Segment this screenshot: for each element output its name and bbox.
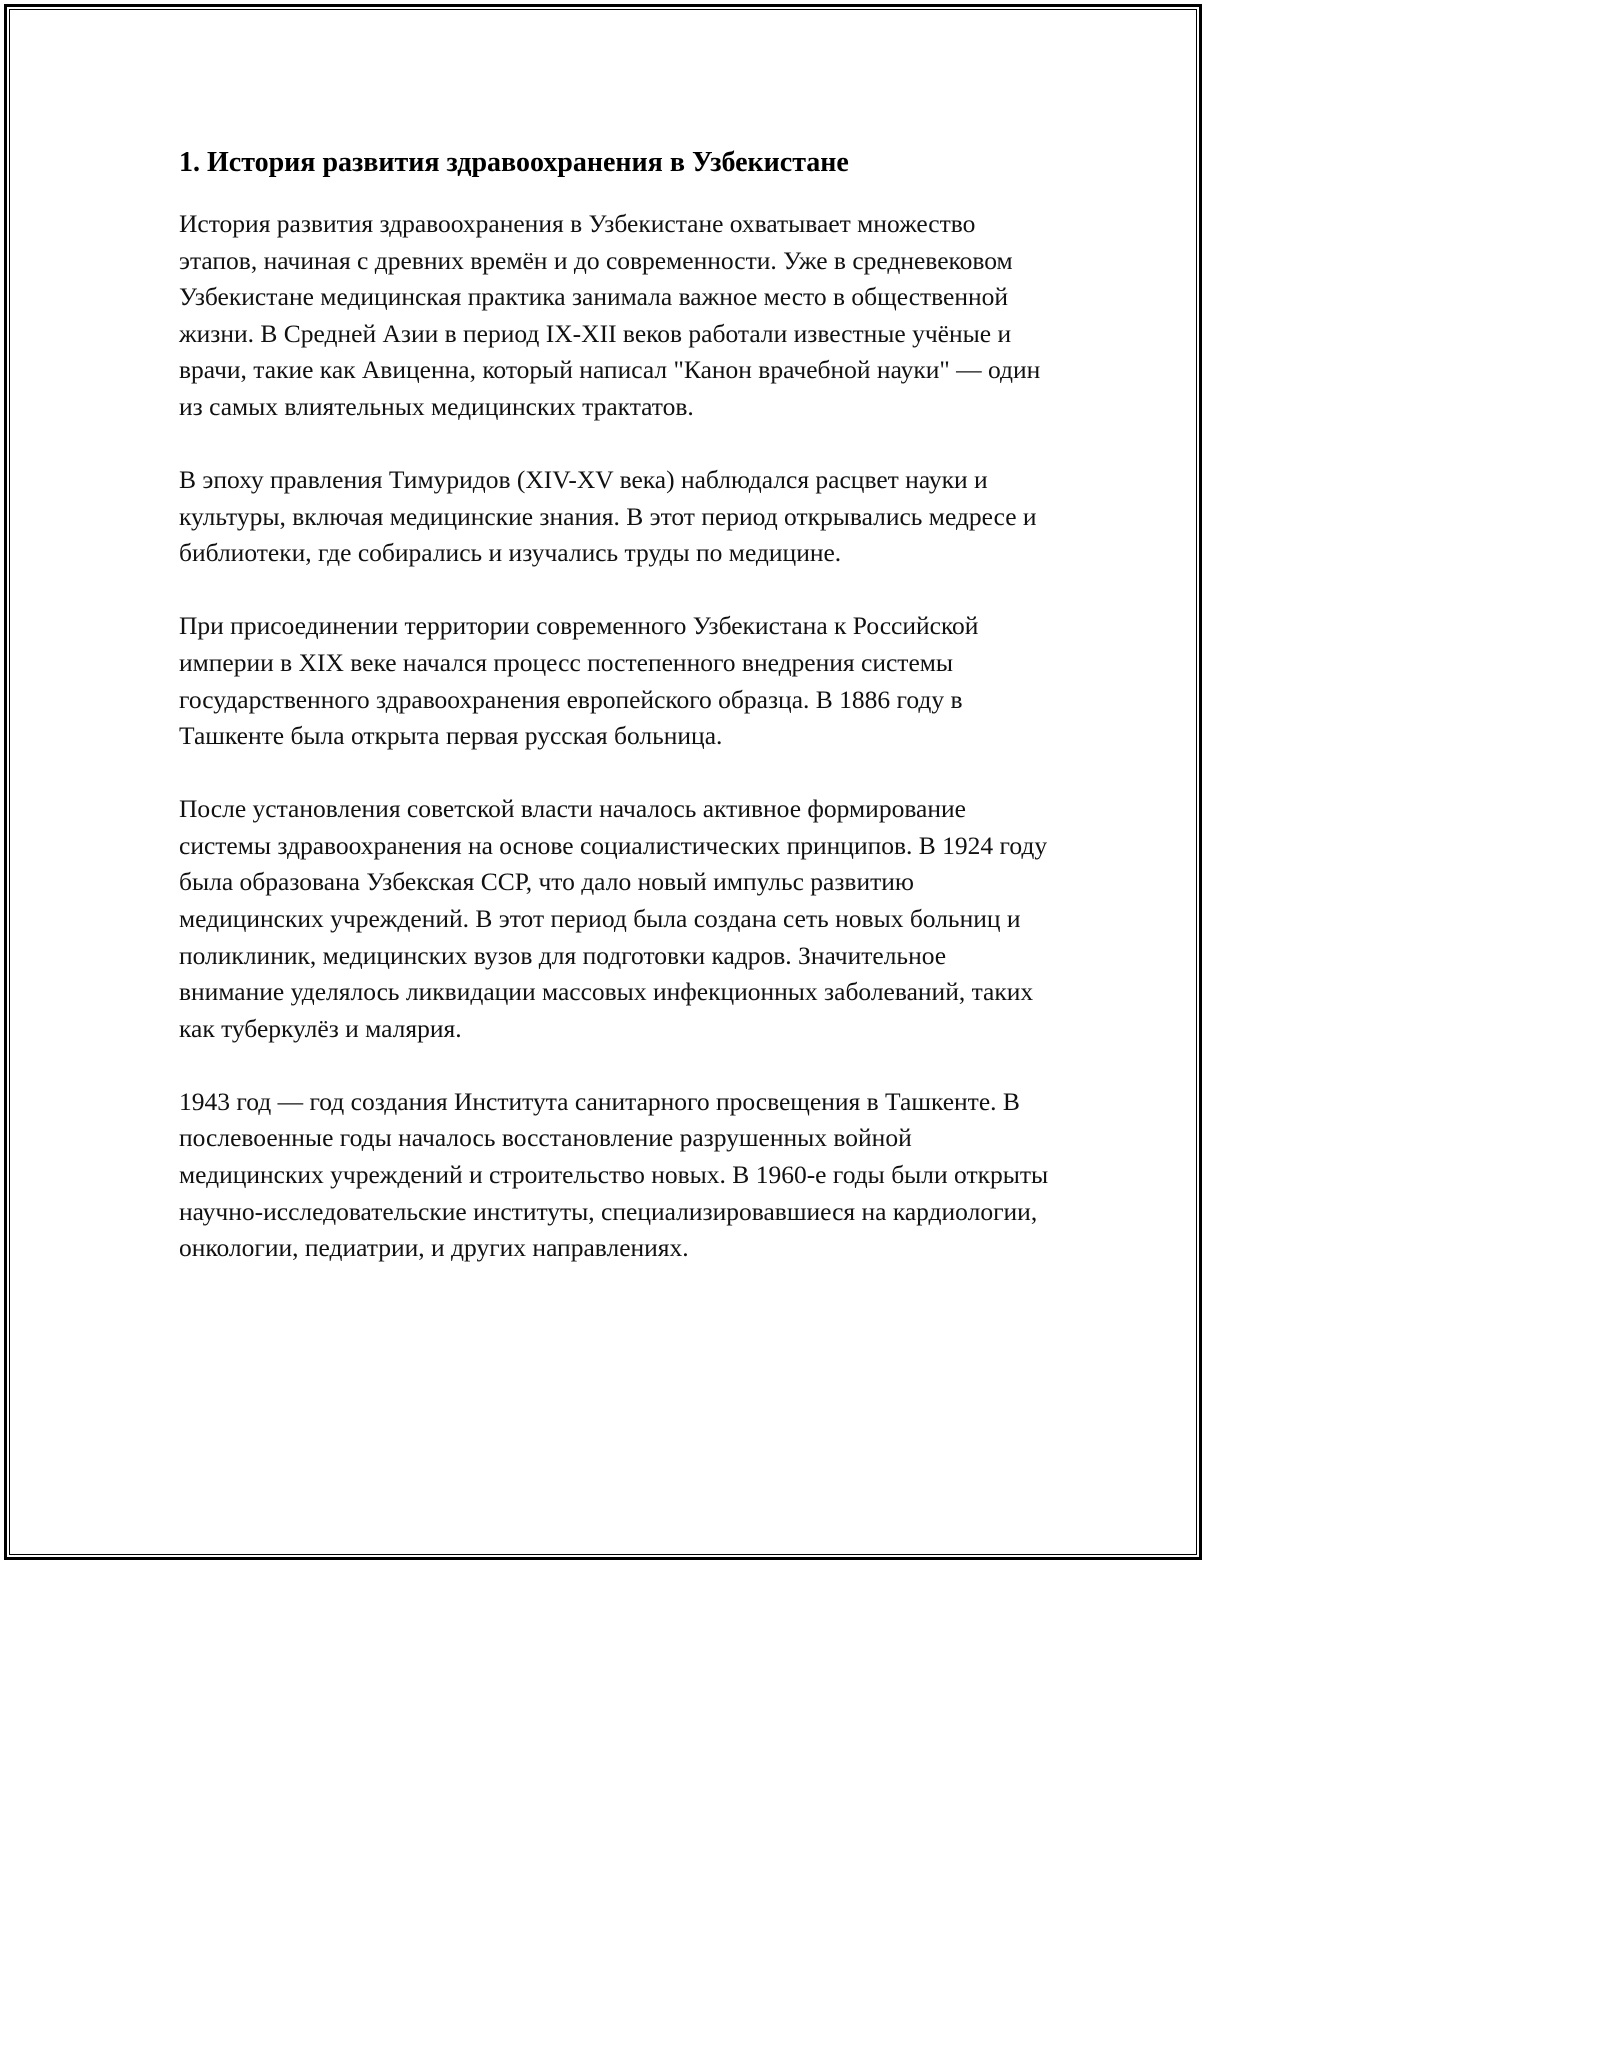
- paragraph-timurid-era: В эпоху правления Тимуридов (XIV-XV века) наблюдался расцвет науки и культуры, включая медицинские знания. В этот период открывались медресе и библиотеки, где собирались и изучались труды по медицине.: [179, 465, 1037, 568]
- paragraph-russian-empire: При присоединении территории современного Узбекистана к Российской империи в XIX веке начался процесс постепенного внедрения системы государственного здравоохранения европейского образца. В 1886 году в Ташкенте была открыта первая русская больница.: [179, 611, 979, 751]
- section-heading: 1. История развития здравоохранения в Узбекистане: [179, 147, 849, 178]
- paragraph-medieval-medicine: История развития здравоохранения в Узбекистане охватывает множество этапов, начиная с древних времён и до современности. Уже в средневековом Узбекистане медицинская практика занимала важное место в общественной жизни. В Средней Азии в период IX-XII веков работали известные учёные и врачи, такие как Авиценна, который написал "Канон врачебной науки" — один из самых влиятельных медицинских трактатов.: [179, 209, 1041, 421]
- paragraph-postwar-period: 1943 год — год создания Института санитарного просвещения в Ташкенте. В послевоенные годы началось восстановление разрушенных войной медицинских учреждений и строительство новых. В 1960-е годы были открыты научно-исследовательские институты, специализировавшиеся на кардиологии, онкологии, педиатрии, и других направлениях.: [179, 1086, 1049, 1263]
- paragraph-soviet-period: После установления советской власти началось активное формирование системы здравоохранения на основе социалистических принципов. В 1924 году была образована Узбекская ССР, что дало новый импульс развитию медицинских учреждений. В этот период была создана сеть новых больниц и поликлиник, медицинских вузов для подготовки кадров. Значительное внимание уделялось ликвидации массовых инфекционных заболеваний, таких как туберкулёз и малярия.: [179, 794, 1048, 1043]
- document-body: [179, 140, 1049, 1303]
